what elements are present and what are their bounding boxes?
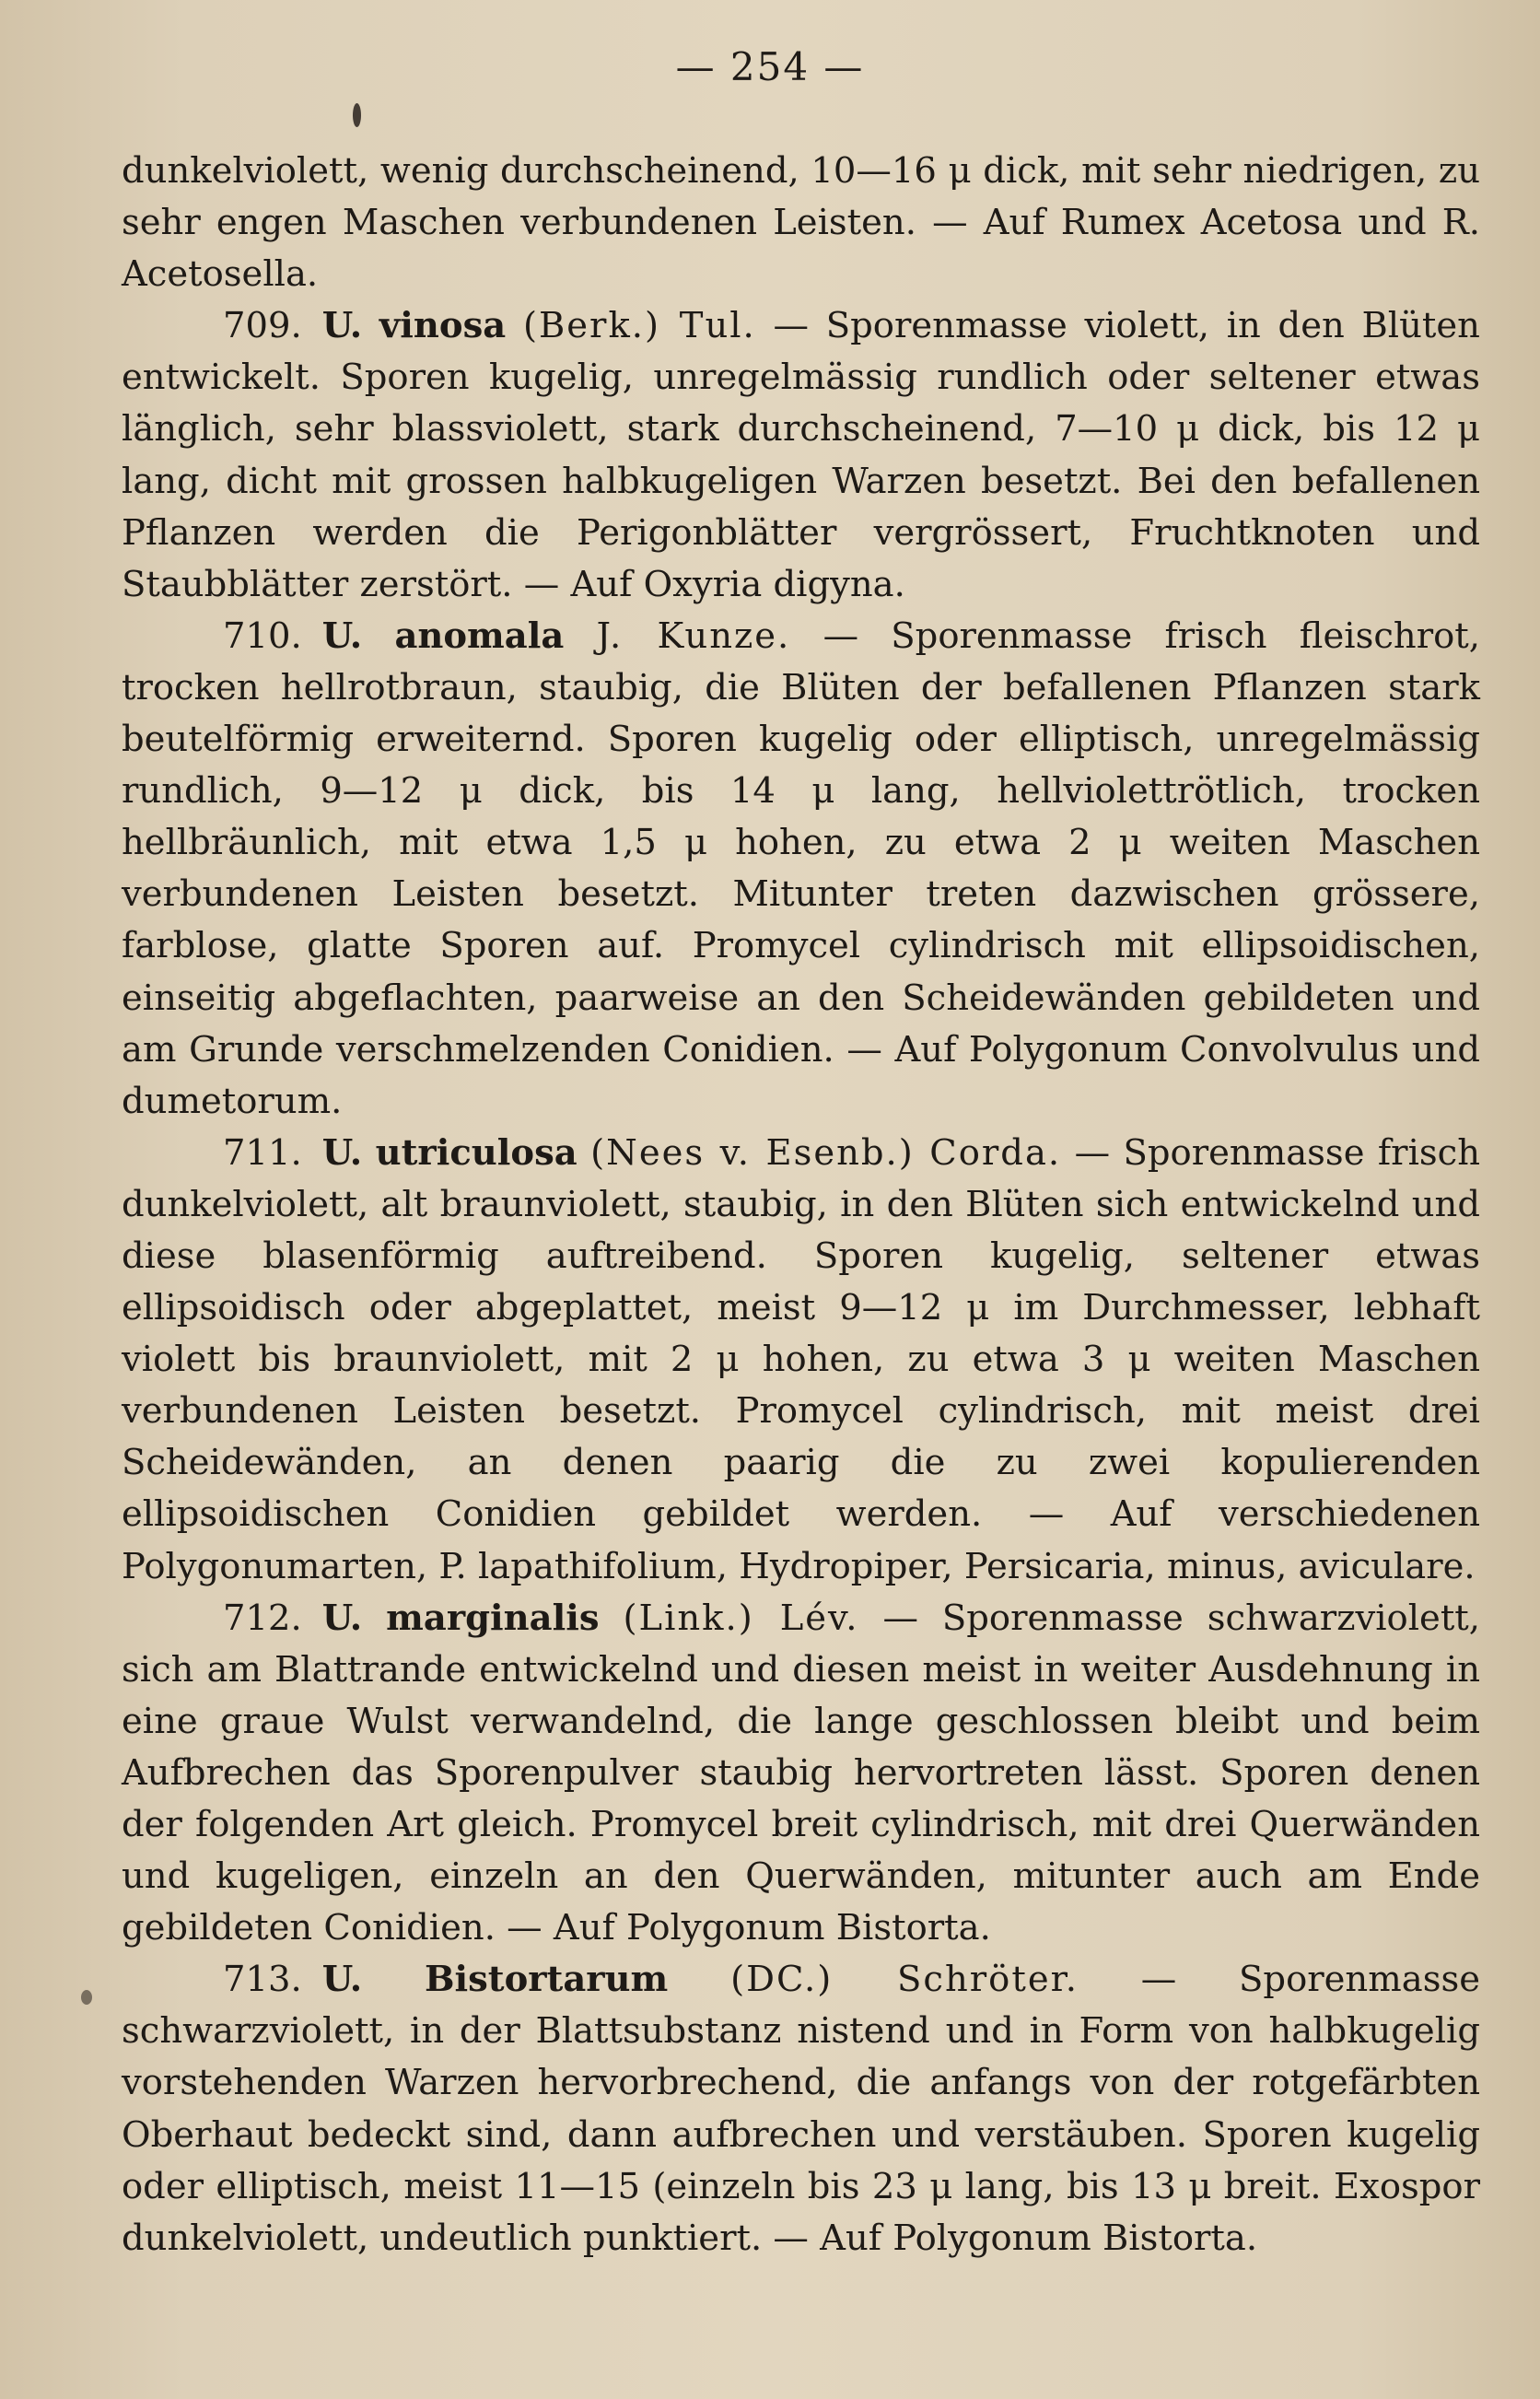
species-genus: U.: [321, 1131, 363, 1174]
entry-number: 713.: [223, 1959, 302, 2001]
entry-number: 709.: [223, 305, 302, 347]
entry-number: 710.: [223, 614, 302, 657]
species-name: Bistortarum: [424, 1959, 669, 2001]
species-entry-713: [122, 1954, 1480, 2264]
ink-blot-margin: [81, 1990, 92, 2005]
species-entry-711: [122, 1128, 1480, 1593]
species-genus: U.: [321, 1597, 363, 1639]
entry-description: — Sporenmasse schwarzviolett, sich am Blattrande entwickelnd und diesen meist in weiter Ausdehnung in eine graue Wulst verwandelnd, die lange geschlossen bleibt und beim Aufbrechen das Sporenpulver staubig hervortreten lässt. Sporen denen der folgenden Art gleich. Promycel breit cylindrisch, mit drei Querwänden und kugeligen, einzeln an den Querwänden, mitunter auch am Ende gebildeten Conidien. — Auf Polygonum Bistorta.: [122, 1597, 1480, 1949]
species-authority: (Berk.) Tul.: [522, 305, 756, 347]
species-authority: (Nees v. Esenb.) Corda.: [590, 1131, 1062, 1174]
page-number: — 254 —: [675, 44, 865, 89]
page-body: [122, 146, 1480, 2264]
species-genus: U.: [321, 305, 363, 347]
species-entry-710: [122, 611, 1480, 1128]
opening-paragraph: dunkelviolett, wenig durchscheinend, 10—16 μ dick, mit sehr niedrigen, zu sehr engen Maschen verbundenen Leisten. — Auf Rumex Acetosa und R. Acetosella.: [122, 150, 1480, 296]
species-authority: (DC.) Schröter.: [730, 1959, 1079, 2001]
species-entry-712: [122, 1593, 1480, 1955]
species-entry-709: [122, 300, 1480, 611]
species-authority: J. Kunze.: [596, 614, 791, 657]
entry-description: — Sporenmasse frisch fleischrot, trocken hellrotbraun, staubig, die Blüten der befallenen Pflanzen stark beutelförmig erweiternd. Sporen kugelig oder elliptisch, unregelmässig rundlich, 9—12 μ dick, bis 14 μ lang, hellviolettrötlich, trocken hellbräunlich, mit etwa 1,5 μ hohen, zu etwa 2 μ weiten Maschen verbundenen Leisten besetzt. Mitunter treten dazwischen grössere, farblose, glatte Sporen auf. Promycel cylindrisch mit ellipsoidischen, einseitig abgeflachten, paarweise an den Scheidewänden gebildeten und am Grunde verschmelzenden Conidien. — Auf Polygonum Convolvulus und dumetorum.: [122, 614, 1480, 1122]
species-name: utriculosa: [375, 1131, 578, 1174]
species-authority: (Link.) Lév.: [623, 1597, 859, 1639]
entry-description: — Sporenmasse schwarzviolett, in der Blattsubstanz nistend und in Form von halbkugelig vorstehenden Warzen hervorbrechend, die anfangs von der rotgefärbten Oberhaut bedeckt sind, dann aufbrechen und verstäuben. Sporen kugelig oder elliptisch, meist 11—15 (einzeln bis 23 μ lang, bis 13 μ breit. Exospor dunkelviolett, undeutlich punktiert. — Auf Polygonum Bistorta.: [122, 1959, 1480, 2259]
entry-description: — Sporenmasse violett, in den Blüten entwickelt. Sporen kugelig, unregelmässig rundlich oder seltener etwas länglich, sehr blassviolett, stark durchscheinend, 7—10 μ dick, bis 12 μ lang, dicht mit grossen halbkugeligen Warzen besetzt. Bei den befallenen Pflanzen werden die Perigonblätter vergrössert, Fruchtknoten und Staubblätter zerstört. — Auf Oxyria digyna.: [122, 305, 1480, 605]
species-name: anomala: [394, 614, 565, 657]
species-name: vinosa: [379, 305, 507, 347]
entry-description: — Sporenmasse frisch dunkelviolett, alt braunviolett, staubig, in den Blüten sich entwickelnd und diese blasenförmig auftreibend. Sporen kugelig, seltener etwas ellipsoidisch oder abgeplattet, meist 9—12 μ im Durchmesser, lebhaft violett bis braunviolett, mit 2 μ hohen, zu etwa 3 μ weiten Maschen verbundenen Leisten besetzt. Promycel cylindrisch, mit meist drei Scheidewänden, an denen paarig die zu zwei kopulierenden ellipsoidischen Conidien gebildet werden. — Auf verschiedenen Polygonumarten, P. lapathifolium, Hydropiper, Persicaria, minus, aviculare.: [122, 1131, 1480, 1587]
species-genus: U.: [321, 614, 363, 657]
entry-number: 712.: [223, 1597, 302, 1639]
entry-number: 711.: [223, 1131, 302, 1174]
ink-blot-top: [353, 103, 361, 127]
species-name: marginalis: [386, 1597, 600, 1639]
species-genus: U.: [321, 1959, 363, 2001]
